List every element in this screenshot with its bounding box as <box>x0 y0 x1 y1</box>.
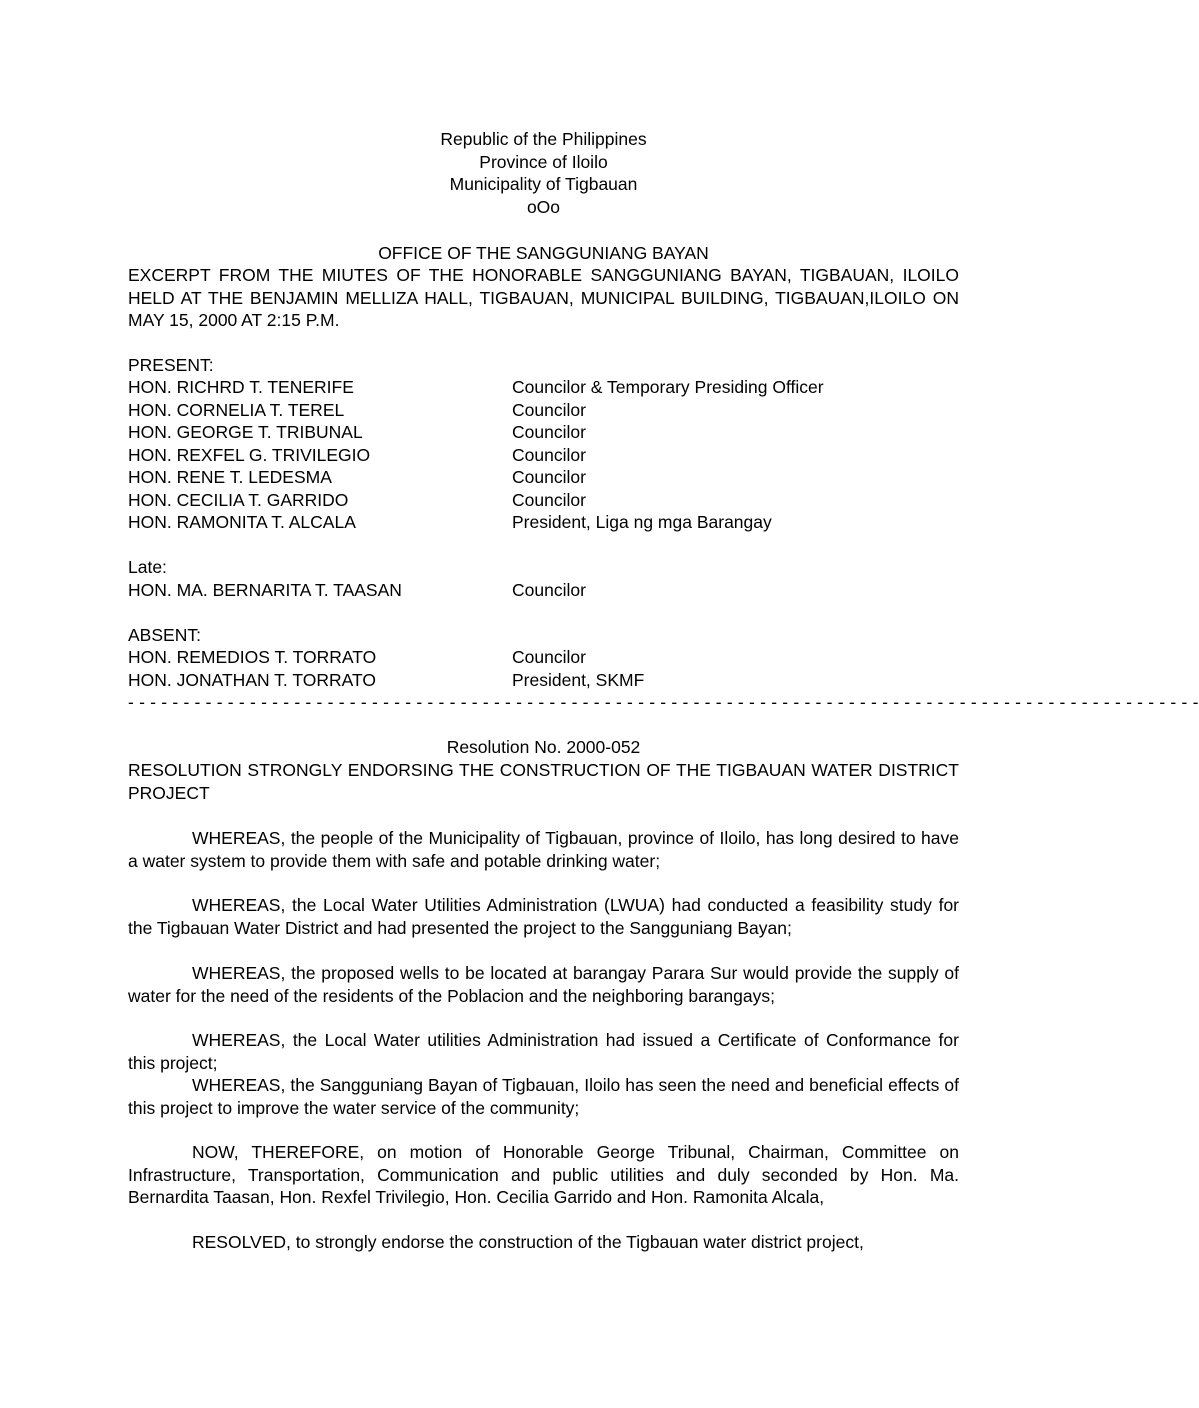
attendee-role: Councilor <box>512 400 586 420</box>
attendee-name: HON. GEORGE T. TRIBUNAL <box>128 422 363 442</box>
attendee-name: HON. REXFEL G. TRIVILEGIO <box>128 445 371 465</box>
attendee-name: HON. REMEDIOS T. TORRATO <box>128 647 377 667</box>
attendee-role: Councilor & Temporary Presiding Officer <box>512 377 824 397</box>
present-label: PRESENT: <box>128 355 214 375</box>
whereas-paragraph: WHEREAS, the Local Water utilities Administration had issued a Certificate of Conformance for this project; <box>128 1030 959 1073</box>
header-municipality: Municipality of Tigbauan <box>449 174 638 194</box>
resolution-title: RESOLUTION STRONGLY ENDORSING THE CONSTRUCTION OF THE TIGBAUAN WATER DISTRICT PROJECT <box>128 760 959 803</box>
attendee-role: Councilor <box>512 445 586 465</box>
attendee-name: HON. CECILIA T. GARRIDO <box>128 490 349 510</box>
attendee-role: Councilor <box>512 647 586 667</box>
late-label: Late: <box>128 557 167 577</box>
whereas-paragraph: WHEREAS, the proposed wells to be located at barangay Parara Sur would provide the supply of water for the need of the residents of the Poblacion and the neighboring barangays; <box>128 963 959 1006</box>
whereas-paragraph: WHEREAS, the Sangguniang Bayan of Tigbauan, Iloilo has seen the need and beneficial effects of this project to improve the water service of the community; <box>128 1075 959 1118</box>
office-title: OFFICE OF THE SANGGUNIANG BAYAN <box>378 243 709 263</box>
attendee-row <box>128 511 959 534</box>
attendee-name: HON. RENE T. LEDESMA <box>128 467 332 487</box>
absent-label: ABSENT: <box>128 625 201 645</box>
header-republic: Republic of the Philippines <box>440 129 647 149</box>
attendee-role: Councilor <box>512 580 586 600</box>
whereas-paragraph: WHEREAS, the Local Water Utilities Administration (LWUA) had conducted a feasibility study for the Tigbauan Water District and had presented the project to the Sangguniang Bayan; <box>128 895 959 938</box>
attendee-role: Councilor <box>512 490 586 510</box>
resolved-paragraph: RESOLVED, to strongly endorse the construction of the Tigbauan water district project, <box>192 1232 864 1252</box>
motion-paragraph: NOW, THEREFORE, on motion of Honorable George Tribunal, Chairman, Committee on Infrastructure, Transportation, Communication and public utilities and duly seconded by Hon. Ma. Bernardita Taasan, Hon. Rexfel Trivilegio, Hon. Cecilia Garrido and Hon. Ramonita Alcala, <box>128 1142 959 1207</box>
attendee-role: President, Liga ng mga Barangay <box>512 512 772 532</box>
attendee-name: HON. JONATHAN T. TORRATO <box>128 670 376 690</box>
resolution-number: Resolution No. 2000-052 <box>446 737 641 757</box>
late-row <box>128 579 959 602</box>
whereas-paragraph: WHEREAS, the people of the Municipality of Tigbauan, province of Iloilo, has long desired to have a water system to provide them with safe and potable drinking water; <box>128 828 959 871</box>
absent-row <box>128 669 959 692</box>
attendee-role: Councilor <box>512 467 586 487</box>
attendee-row <box>128 444 959 467</box>
attendee-role: President, SKMF <box>512 670 645 690</box>
attendee-name: HON. RICHRD T. TENERIFE <box>128 377 354 397</box>
attendee-row <box>128 421 959 444</box>
attendee-name: HON. CORNELIA T. TEREL <box>128 400 345 420</box>
attendee-role: Councilor <box>512 422 586 442</box>
attendee-row <box>128 376 959 399</box>
minutes-excerpt: EXCERPT FROM THE MIUTES OF THE HONORABLE SANGGUNIANG BAYAN, TIGBAUAN, ILOILO HELD AT THE BENJAMIN MELLIZA HALL, TIGBAUAN, MUNICIPAL BUILDING, TIGBAUAN,ILOILO ON MAY 15, 2000 AT 2:15 P.M. <box>128 265 959 330</box>
header-province: Province of Iloilo <box>479 152 608 172</box>
attendee-row <box>128 466 959 489</box>
attendee-name: HON. RAMONITA T. ALCALA <box>128 512 356 532</box>
header-ornament: oOo <box>526 197 561 217</box>
attendee-row <box>128 399 959 422</box>
attendee-row <box>128 489 959 512</box>
separator-line: - - - - - - - - - - - - - - - - - - - - - - - - - - - - - - - - - - - - - - - - - - - - - - - - - - - - - - - - - - - - - - - - - - - - - - - - - - - - - - - - - - - - - - - - - - - - - - - - - <box>128 692 1199 712</box>
absent-row <box>128 646 959 669</box>
attendee-name: HON. MA. BERNARITA T. TAASAN <box>128 580 402 600</box>
